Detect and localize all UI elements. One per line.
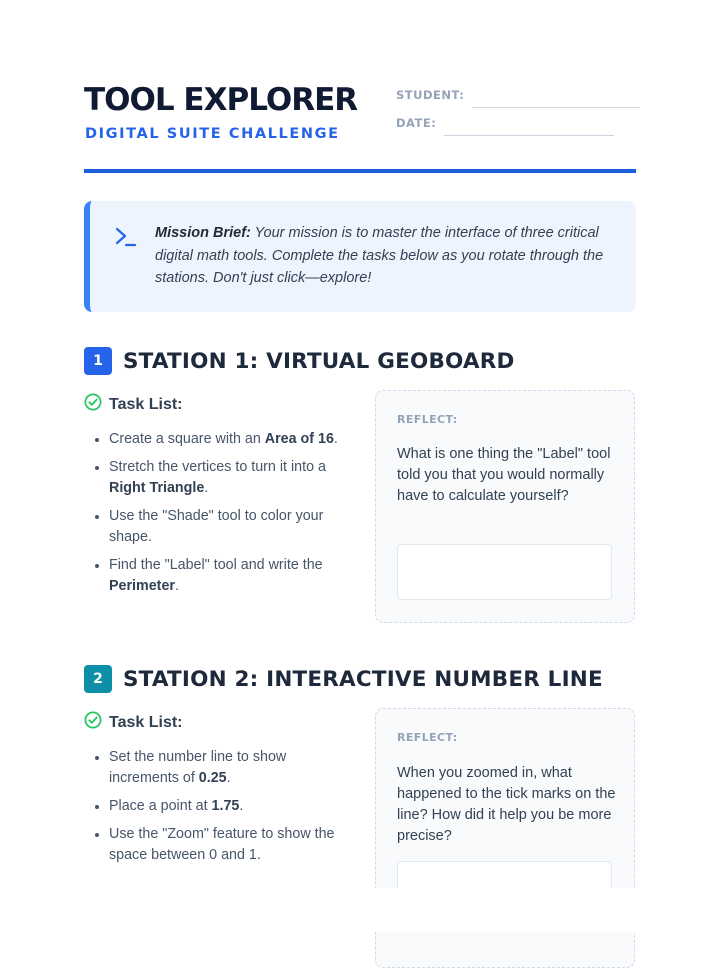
task-list-label: Task List: xyxy=(109,713,183,731)
station-1-task-list xyxy=(91,429,359,604)
mission-brief-label: Mission Brief: xyxy=(155,225,251,241)
header-divider xyxy=(84,169,636,173)
station-2-title: STATION 2: INTERACTIVE NUMBER LINE xyxy=(123,666,603,692)
mission-brief-text xyxy=(155,222,605,290)
reflect-answer-field[interactable] xyxy=(397,544,612,600)
page-subtitle: DIGITAL SUITE CHALLENGE xyxy=(85,126,340,142)
station-2-header xyxy=(84,665,603,693)
reflect-label: REFLECT: xyxy=(397,413,458,426)
reflect-label: REFLECT: xyxy=(397,731,458,744)
reflect-question: What is one thing the "Label" tool told you that you would normally have to calculate yourself? xyxy=(397,446,611,504)
mission-brief-callout xyxy=(84,201,636,312)
list-item: • Stretch the vertices to turn it into a Right Triangle. xyxy=(109,457,359,499)
student-name-line[interactable] xyxy=(472,107,640,108)
list-item: • Create a square with an Area of 16. xyxy=(109,429,359,450)
station-1-reflect-box xyxy=(375,390,635,623)
page-bottom-margin xyxy=(0,888,720,932)
task-list-label: Task List: xyxy=(109,395,183,413)
check-circle-icon xyxy=(84,711,102,734)
terminal-prompt-icon xyxy=(114,226,138,253)
list-item: • Use the "Zoom" feature to show the space between 0 and 1. xyxy=(109,824,359,866)
station-1-header xyxy=(84,347,515,375)
list-item: • Set the number line to show increments of 0.25. xyxy=(109,747,359,789)
station-1-number-badge: 1 xyxy=(84,347,112,375)
mission-brief-body: Your mission is to master the interface of three critical digital math tools. Complete the tasks below as you rotate through the stations. Don't just click—explore! xyxy=(155,225,604,287)
list-item: • Find the "Label" tool and write the Perimeter. xyxy=(109,555,359,597)
check-circle-icon xyxy=(84,393,102,416)
station-2-task-list-header xyxy=(84,711,183,734)
list-item: • Use the "Shade" tool to color your shape. xyxy=(109,506,359,548)
station-1-task-list-header xyxy=(84,393,183,416)
page-title: TOOL EXPLORER xyxy=(84,82,358,118)
list-item: • Place a point at 1.75. xyxy=(109,796,359,817)
date-line[interactable] xyxy=(444,135,614,136)
reflect-question: When you zoomed in, what happened to the tick marks on the line? How did it help you be more precise? xyxy=(397,765,616,844)
date-label: DATE: xyxy=(396,116,437,130)
date-field[interactable] xyxy=(396,116,614,130)
station-2-number-badge: 2 xyxy=(84,665,112,693)
station-1-title: STATION 1: VIRTUAL GEOBOARD xyxy=(123,348,515,374)
student-field[interactable] xyxy=(396,88,640,102)
station-2-task-list xyxy=(91,747,359,873)
student-label: STUDENT: xyxy=(396,88,465,102)
